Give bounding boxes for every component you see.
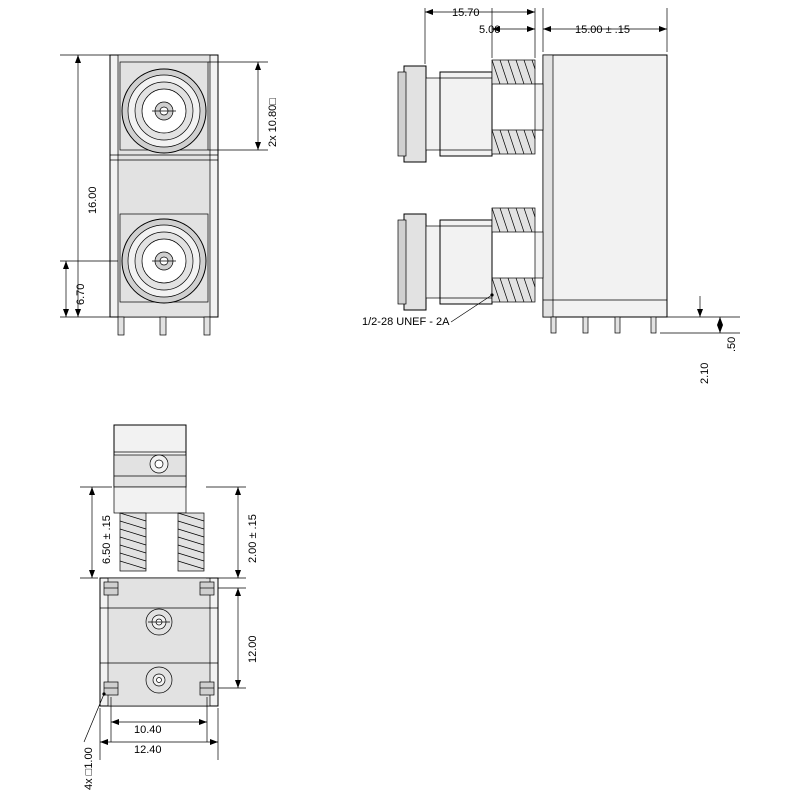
dim-bottom-front-projection: 6.50 ± .15 xyxy=(101,515,113,564)
dim-side-board-standoff: .50 xyxy=(726,336,738,352)
dim-bottom-overall-width: 12.40 xyxy=(134,744,162,756)
dim-side-thread-spec: 1/2-28 UNEF - 2A xyxy=(362,316,450,328)
dim-front-lower-port-height: 6.70 xyxy=(75,283,87,305)
dim-front-overall-height: 16.00 xyxy=(87,186,99,214)
dim-bottom-body-width: 12.00 xyxy=(247,635,259,663)
dim-side-body-depth: 15.00 ± .15 xyxy=(575,24,630,36)
dim-side-thread-length: 5.00 xyxy=(479,24,501,36)
dim-side-pin-length: 2.10 xyxy=(699,362,711,384)
dim-bottom-pin-size: 4x □1.00 xyxy=(83,747,95,790)
dim-bottom-pin-spacing: 10.40 xyxy=(134,724,162,736)
dim-side-flange-to-body: 15.70 xyxy=(452,7,480,19)
side-view-geometry xyxy=(398,8,740,333)
dim-front-port-size: 2x 10.80□ xyxy=(267,98,279,147)
bottom-view-geometry xyxy=(80,425,246,760)
dim-bottom-rear-projection: 2.00 ± .15 xyxy=(247,514,259,563)
